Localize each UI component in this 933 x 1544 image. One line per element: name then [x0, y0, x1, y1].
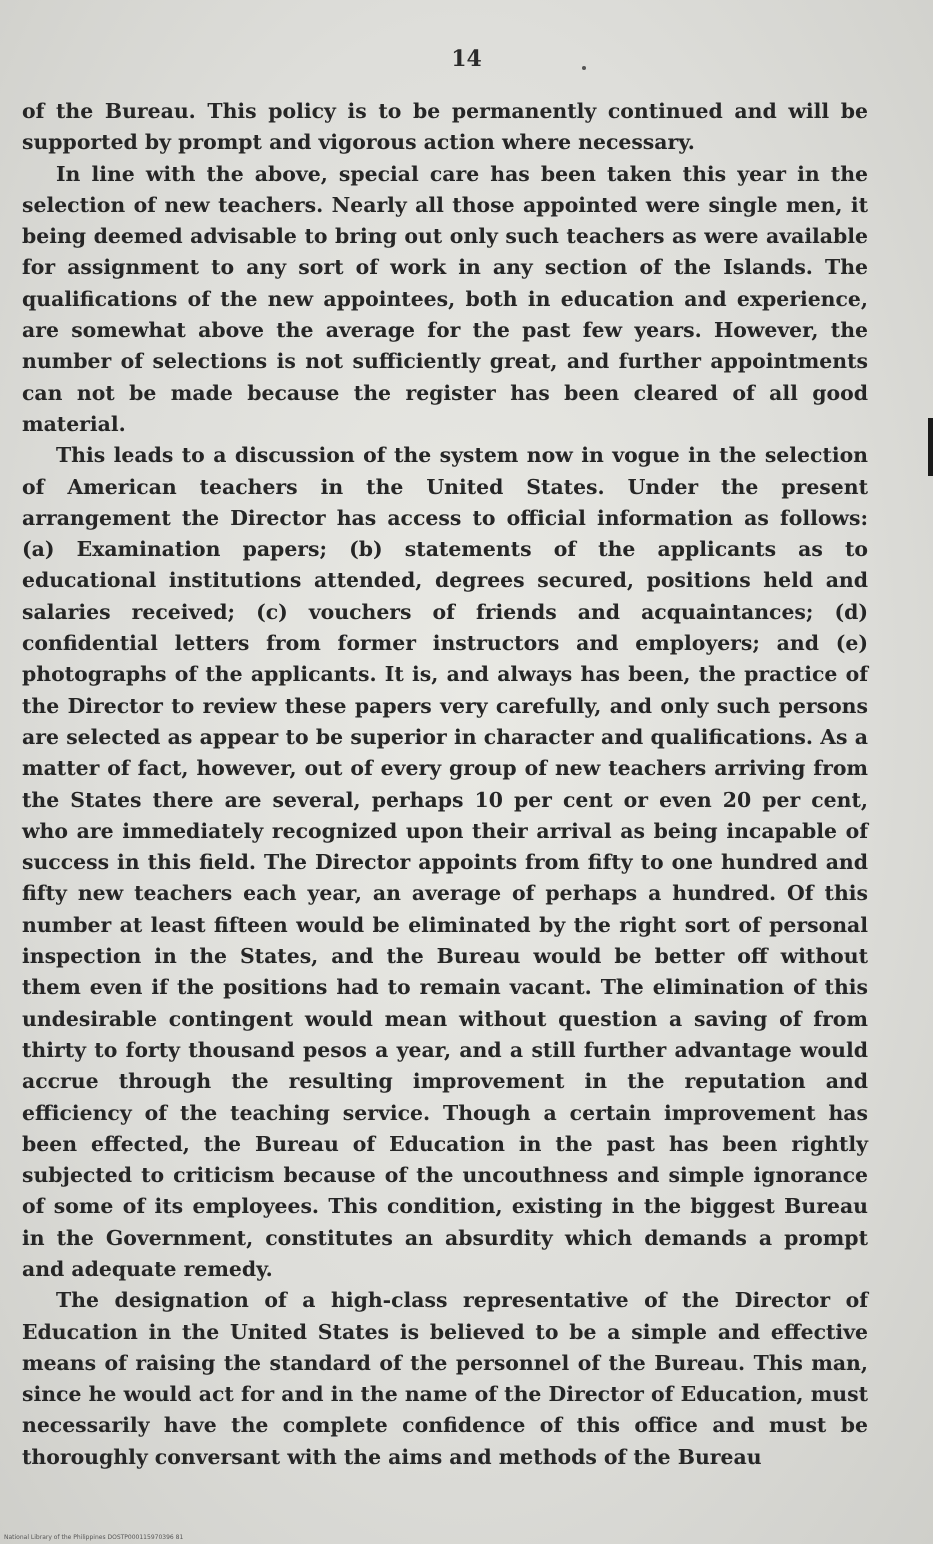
paragraph-representative: The designation of a high-class representative of the Director of Education in the United States is believed to be a simple and effective means of raising the standard of the personnel of the Bureau. This man, since he would act for and in the name of the Director of Education, must necessarily have the complete confidence of this office and must be thoroughly conversant with the aims and methods of the Bureau: [22, 1288, 868, 1469]
body-text: [22, 96, 868, 1473]
page-edge-mark: [928, 418, 933, 476]
scan-footer: National Library of the Philippines DOSTP000115970396 81: [4, 1534, 184, 1541]
paragraph-continued: of the Bureau. This policy is to be permanently continued and will be supported by prompt and vigorous action where necessary.: [22, 99, 868, 155]
page-number: 14: [451, 46, 482, 72]
paragraph-selection-system: This leads to a discussion of the system now in vogue in the selection of American teachers in the United States. Under the present arrangement the Director has access to official information as follows: (a) Examination papers; (b) statements of the applicants as to educational institutions attended, degrees secured, positions held and salaries received; (c) vouchers of friends and acquaintances; (d) confidential letters from former instructors and employers; and (e) photographs of the applicants. It is, and always has been, the practice of the Director to review these papers very carefully, and only such persons are selected as appear to be superior in character and qualifications. As a matter of fact, however, out of every group of new teachers arriving from the States there are several, perhaps 10 per cent or even 20 per cent, who are immediately recognized upon their arrival as being incapable of success in this field. The Director appoints from fifty to one hundred and fifty new teachers each year, an average of perhaps a hundred. Of this number at least fifteen would be eliminated by the right sort of personal inspection in the States, and the Bureau would be better off without them even if the positions had to remain vacant. The elimination of this undesirable contingent would mean without question a saving of from thirty to forty thousand pesos a year, and a still further advantage would accrue through the resulting improvement in the reputation and efficiency of the teaching service. Though a certain improvement has been effected, the Bureau of Education in the past has been rightly subjected to criticism because of the uncouthness and simple ignorance of some of its employees. This condition, existing in the biggest Bureau in the Government, constitutes an absurdity which demands a prompt and adequate remedy.: [22, 443, 868, 1281]
paragraph-teacher-selection: In line with the above, special care has been taken this year in the selection of new teachers. Nearly all those appointed were single men, it being deemed advisable to bring out only such teachers as were available for assignment to any sort of work in any section of the Islands. The qualifications of the new appointees, both in education and experience, are somewhat above the average for the past few years. However, the number of selections is not sufficiently great, and further appointments can not be made because the register has been cleared of all good material.: [22, 161, 868, 436]
